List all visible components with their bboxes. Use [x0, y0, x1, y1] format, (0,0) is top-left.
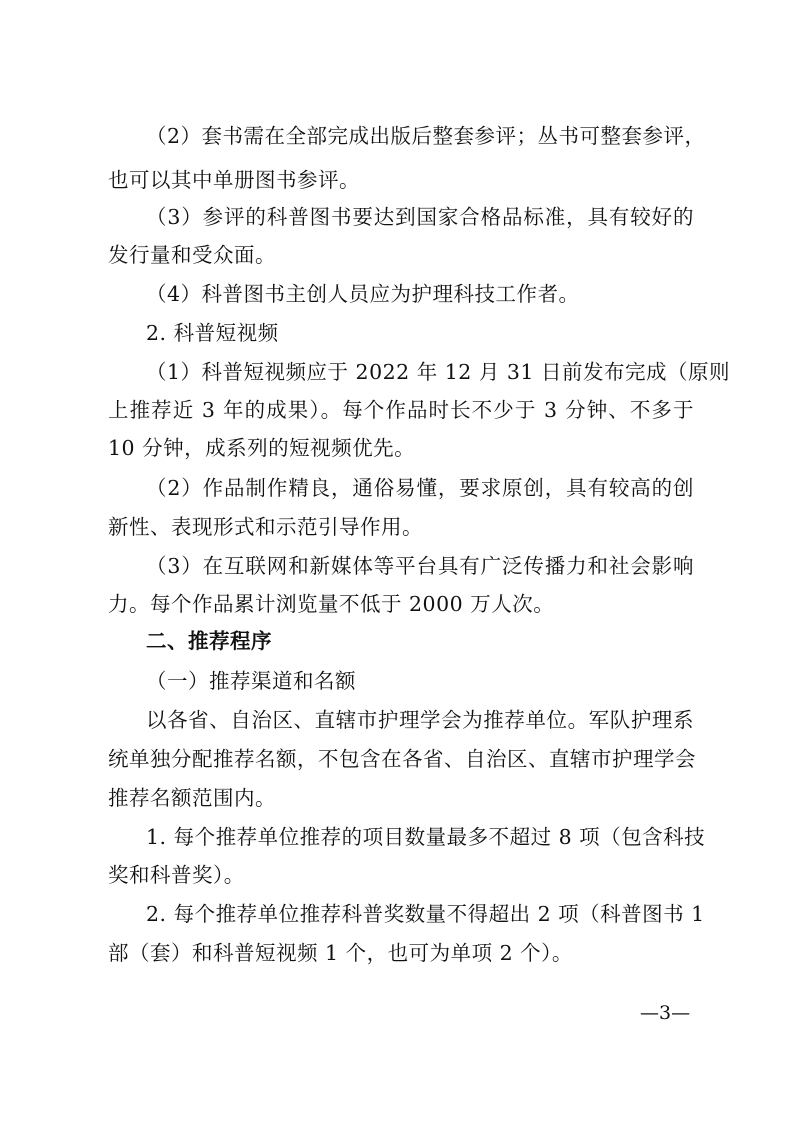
- paragraph-line: 奖和科普奖）。: [108, 863, 245, 887]
- paragraph-line: （3）参评的科普图书要达到国家合格品标准，具有较好的: [146, 205, 694, 229]
- paragraph-line: （1）科普短视频应于 2022 年 12 月 31 日前发布完成（原则: [146, 360, 730, 384]
- paragraph-line: 2. 每个推荐单位推荐科普奖数量不得超出 2 项（科普图书 1: [146, 902, 705, 926]
- paragraph-line: 推荐名额范围内。: [108, 786, 276, 810]
- subsection-heading: （一）推荐渠道和名额: [146, 669, 356, 693]
- paragraph-line: 1. 每个推荐单位推荐的项目数量最多不超过 8 项（包含科技: [146, 825, 706, 849]
- section-subheading: 2. 科普短视频: [146, 321, 279, 345]
- paragraph-line: 上推荐近 3 年的成果）。每个作品时长不少于 3 分钟、不多于: [108, 398, 694, 422]
- paragraph-line: （2）套书需在全部完成出版后整套参评；丛书可整套参评，: [146, 124, 706, 148]
- paragraph-line: （4）科普图书主创人员应为护理科技工作者。: [146, 282, 580, 306]
- section-heading: 二、推荐程序: [146, 629, 272, 653]
- paragraph-line: 发行量和受众面。: [108, 243, 276, 267]
- paragraph-line: 力。每个作品累计浏览量不低于 2000 万人次。: [108, 592, 555, 616]
- paragraph-line: 以各省、自治区、直辖市护理学会为推荐单位。军队护理系: [146, 708, 694, 732]
- page-number: —3—: [640, 1002, 691, 1024]
- paragraph-line: 部（套）和科普短视频 1 个，也可为单项 2 个）。: [108, 941, 573, 965]
- paragraph-line: 统单独分配推荐名额，不包含在各省、自治区、直辖市护理学会: [108, 747, 696, 771]
- paragraph-line: 新性、表现形式和示范引导作用。: [108, 515, 423, 539]
- paragraph-line: 10 分钟，成系列的短视频优先。: [108, 436, 416, 460]
- paragraph-line: 也可以其中单册图书参评。: [108, 168, 360, 192]
- paragraph-line: （2）作品制作精良，通俗易懂，要求原创，具有较高的创: [146, 476, 694, 500]
- paragraph-line: （3）在互联网和新媒体等平台具有广泛传播力和社会影响: [146, 554, 694, 578]
